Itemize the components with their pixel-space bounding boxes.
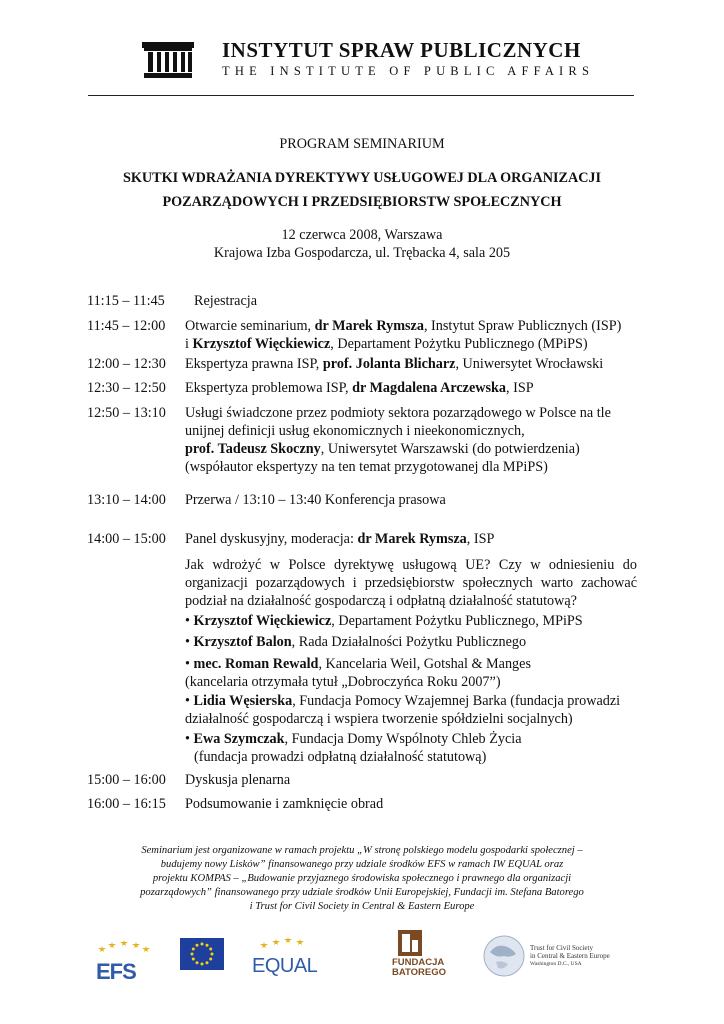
- seminar-title-line-1: SKUTKI WDRAŻANIA DYREKTYWY USŁUGOWEJ DLA ORGANIZACJI: [122, 170, 602, 186]
- trust-line-1: Trust for Civil Society: [530, 944, 593, 952]
- speaker-name: prof. Tadeusz Skoczny: [185, 441, 321, 457]
- institute-name-english: THE INSTITUTE OF PUBLIC AFFAIRS: [222, 64, 595, 78]
- agenda-time: 11:15 – 11:45: [87, 293, 165, 309]
- bullet: •: [185, 656, 190, 672]
- agenda-time: 13:10 – 14:00: [87, 492, 166, 508]
- panelist-name: Krzysztof Balon: [193, 634, 292, 650]
- agenda-text: Dyskusja plenarna: [185, 772, 291, 788]
- agenda-text: unijnej definicji usług ekonomicznych i nieekonomicznych,: [185, 423, 525, 439]
- speaker-name: dr Magdalena Arczewska: [352, 380, 507, 396]
- agenda-text: Usługi świadczone przez podmioty sektora pozarządowego w Polsce na tle: [185, 405, 611, 421]
- panelist-3: [185, 655, 645, 691]
- agenda-time: 16:00 – 16:15: [87, 796, 166, 812]
- panelist-note: (kancelaria otrzymała tytuł „Dobroczyńca Roku 2007”): [185, 674, 501, 690]
- funding-note-line: projektu KOMPAS – „Budowanie przyjaznego środowiska społecznego i prawnego dla organizacji: [152, 873, 572, 884]
- funding-note: [88, 844, 636, 914]
- panelist-affiliation: , Fundacja Domy Wspólnoty Chleb Życia: [284, 731, 522, 747]
- panel-question-line: podział na działalność gospodarczą i odpłatną działalność statutową?: [185, 593, 577, 609]
- institute-columns-logo-icon: [142, 42, 194, 78]
- panelist-4: [185, 692, 645, 728]
- panelist-5: [185, 730, 645, 766]
- panel-question: [185, 556, 637, 610]
- header-divider: [88, 95, 634, 96]
- panelist-note: (fundacja prowadzi odpłatną działalność statutową): [194, 749, 487, 765]
- funding-note-line: i Trust for Civil Society in Central & Eastern Europe: [249, 901, 475, 912]
- agenda-time: 12:30 – 12:50: [87, 380, 166, 396]
- agenda-text: Panel dyskusyjny, moderacja:: [185, 531, 358, 547]
- agenda-text: i: [185, 336, 193, 352]
- agenda-time: 15:00 – 16:00: [87, 772, 166, 788]
- panelist-1: [185, 612, 645, 630]
- eu-stars-icon: [180, 938, 224, 970]
- agenda-time: 12:50 – 13:10: [87, 405, 166, 421]
- efs-stars-icon: [94, 938, 150, 956]
- agenda-time: 12:00 – 12:30: [87, 356, 166, 372]
- bullet: •: [185, 731, 190, 747]
- panelist-affiliation: , Fundacja Pomocy Wzajemnej Barka (fundacja prowadzi: [292, 693, 621, 709]
- panelist-note: działalność gospodarczą i wspiera tworzenie spółdzielni socjalnych): [185, 711, 573, 727]
- agenda-text: , Uniwersytet Wrocławski: [455, 356, 604, 372]
- panelist-name: mec. Roman Rewald: [193, 656, 319, 672]
- speaker-name: dr Marek Rymsza: [357, 531, 467, 547]
- batory-emblem-icon: [398, 930, 422, 956]
- speaker-name: Krzysztof Więckiewicz: [192, 336, 331, 352]
- agenda-text: Otwarcie seminarium,: [185, 318, 315, 334]
- agenda-text: Ekspertyza problemowa ISP,: [185, 380, 353, 396]
- efs-logo: [94, 938, 150, 984]
- bullet: •: [185, 693, 190, 709]
- globe-icon: [482, 934, 526, 978]
- agenda-text: , ISP: [506, 380, 534, 396]
- seminar-date-place: 12 czerwca 2008, Warszawa: [281, 227, 443, 243]
- panelist-affiliation: , Rada Działalności Pożytku Publicznego: [291, 634, 527, 650]
- equal-logo: [252, 936, 318, 977]
- panelist-name: Ewa Szymczak: [193, 731, 285, 747]
- trust-line-3: Washington D.C., USA: [530, 961, 582, 967]
- agenda-text: (współautor ekspertyzy na ten temat przygotowanej dla MPiPS): [185, 459, 548, 475]
- trust-line-2: in Central & Eastern Europe: [530, 952, 610, 960]
- panelist-affiliation: , Departament Pożytku Publicznego, MPiPS: [331, 613, 583, 629]
- panel-question-line: organizacji pozarządowych i przedsiębiorstw społecznych warto zachować: [185, 575, 637, 591]
- agenda-time: 14:00 – 15:00: [87, 531, 166, 547]
- agenda-text: Rejestracja: [194, 293, 258, 309]
- funding-note-line: budujemy nowy Lisków” finansowanego przy udziale środków EFS w ramach IW EQUAL oraz: [160, 859, 564, 870]
- equal-stars-icon: [252, 936, 314, 950]
- eu-flag-logo: [180, 938, 224, 970]
- batory-line-2: BATOREGO: [392, 967, 447, 978]
- program-label: PROGRAM SEMINARIUM: [279, 136, 445, 152]
- funding-note-line: Seminarium jest organizowane w ramach projektu „W stronę polskiego modelu gospodarki społecznej –: [141, 845, 583, 856]
- panelist-name: Krzysztof Więckiewicz: [193, 613, 332, 629]
- agenda-text: , Departament Pożytku Publicznego (MPiPS): [330, 336, 588, 352]
- seminar-title-line-2: POZARZĄDOWYCH I PRZEDSIĘBIORSTW SPOŁECZNYCH: [162, 194, 562, 210]
- agenda-text: , Instytut Spraw Publicznych (ISP): [423, 318, 622, 334]
- panelist-2: [185, 633, 645, 651]
- speaker-name: prof. Jolanta Blicharz: [322, 356, 456, 372]
- funding-note-line: pozarządowych” finansowanego przy udziale środków Unii Europejskiej, Fundacji im. Stefana Batorego: [140, 887, 584, 898]
- batory-line-1: FUNDACJA: [392, 957, 445, 968]
- agenda-text: Podsumowanie i zamknięcie obrad: [185, 796, 384, 812]
- speaker-name: dr Marek Rymsza: [314, 318, 424, 334]
- efs-text: EFS: [96, 959, 136, 984]
- agenda-text: Przerwa / 13:10 – 13:40 Konferencja prasowa: [185, 492, 446, 508]
- bullet: •: [185, 634, 190, 650]
- bullet: •: [185, 613, 190, 629]
- panelist-affiliation: , Kancelaria Weil, Gotshal & Manges: [318, 656, 531, 672]
- agenda-text: Ekspertyza prawna ISP,: [185, 356, 323, 372]
- institute-name: INSTYTUT SPRAW PUBLICZNYCH: [222, 38, 581, 62]
- agenda-text: , Uniwersytet Warszawski (do potwierdzenia): [320, 441, 580, 457]
- panel-question-line: Jak wdrożyć w Polsce dyrektywę usługową UE? Czy w odniesieniu do: [185, 557, 637, 573]
- equal-text: EQUAL: [252, 955, 318, 977]
- trust-civil-society-logo: [482, 934, 622, 980]
- batory-foundation-logo: [370, 930, 447, 980]
- panelist-name: Lidia Węsierska: [193, 693, 293, 709]
- agenda-time: 11:45 – 12:00: [87, 318, 166, 334]
- agenda-text: , ISP: [466, 531, 495, 547]
- seminar-venue: Krajowa Izba Gospodarcza, ul. Trębacka 4, sala 205: [213, 245, 511, 261]
